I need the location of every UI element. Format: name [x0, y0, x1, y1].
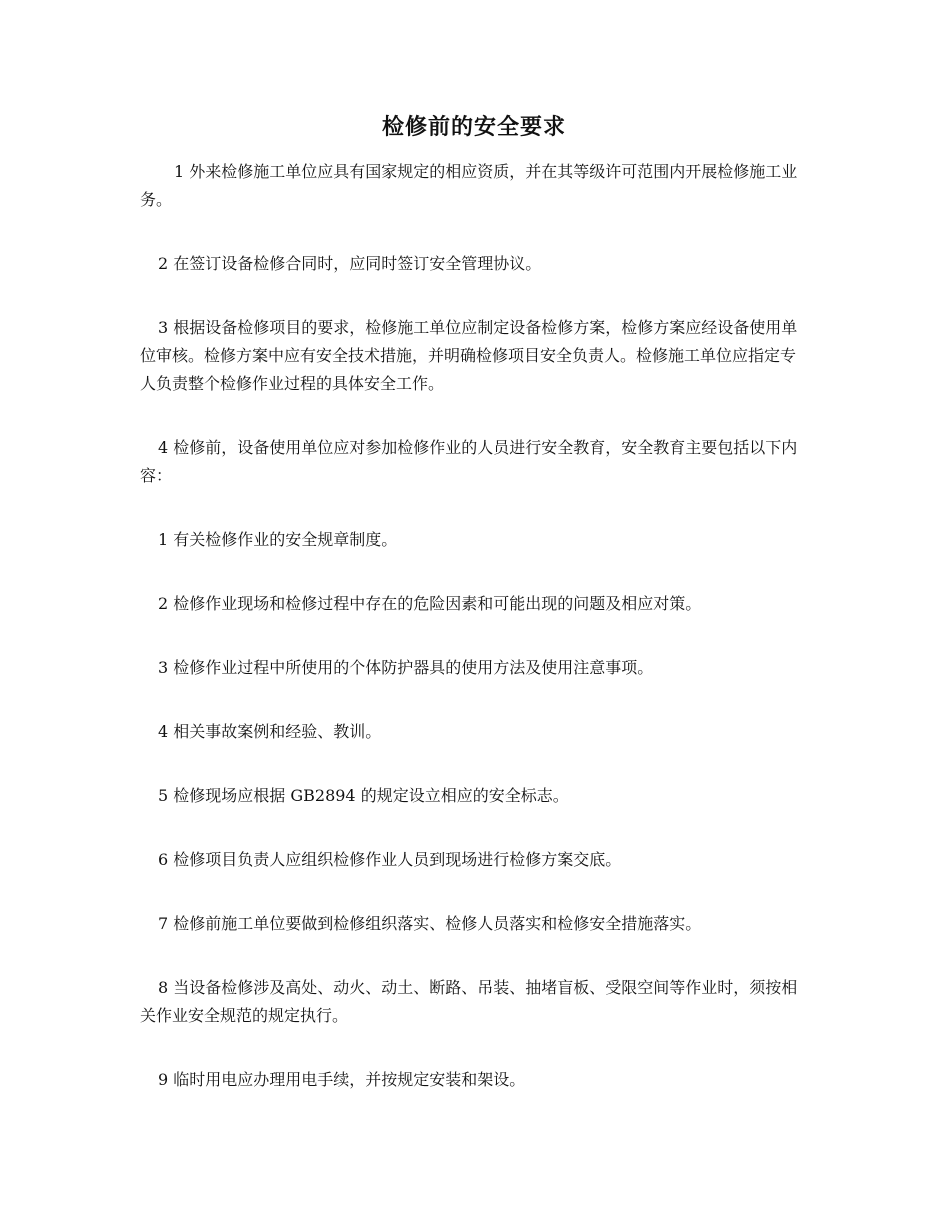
- paragraph-11: 7 检修前施工单位要做到检修组织落实、检修人员落实和检修安全措施落实。: [158, 914, 702, 933]
- paragraph-9: 5 检修现场应根据 GB2894 的规定设立相应的安全标志。: [158, 786, 569, 805]
- paragraph-13: 9 临时用电应办理用电手续，并按规定安装和架设。: [158, 1070, 526, 1089]
- paragraph-7: 3 检修作业过程中所使用的个体防护器具的使用方法及使用注意事项。: [158, 658, 654, 677]
- paragraph-4: 4 检修前，设备使用单位应对参加检修作业的人员进行安全教育，安全教育主要包括以下内容：: [140, 438, 798, 485]
- paragraph-12: 8 当设备检修涉及高处、动火、动土、断路、吊装、抽堵盲板、受限空间等作业时，须按相关作业安全规范的规定执行。: [140, 978, 798, 1025]
- paragraph-2: 2 在签订设备检修合同时，应同时签订安全管理协议。: [158, 254, 542, 273]
- paragraph-1: 1 外来检修施工单位应具有国家规定的相应资质，并在其等级许可范围内开展检修施工业务。: [140, 162, 798, 209]
- document-title: 检修前的安全要求: [381, 115, 566, 140]
- paragraph-8: 4 相关事故案例和经验、教训。: [158, 722, 382, 741]
- paragraph-10: 6 检修项目负责人应组织检修作业人员到现场进行检修方案交底。: [158, 850, 622, 869]
- paragraph-6: 2 检修作业现场和检修过程中存在的危险因素和可能出现的问题及相应对策。: [158, 594, 702, 613]
- paragraph-3: 3 根据设备检修项目的要求，检修施工单位应制定设备检修方案，检修方案应经设备使用单位审核。检修方案中应有安全技术措施，并明确检修项目安全负责人。检修施工单位应指定专人负责整个检修作业过程的具体安全工作。: [140, 318, 798, 393]
- document-page: [140, 112, 808, 1130]
- paragraph-5: 1 有关检修作业的安全规章制度。: [158, 530, 398, 549]
